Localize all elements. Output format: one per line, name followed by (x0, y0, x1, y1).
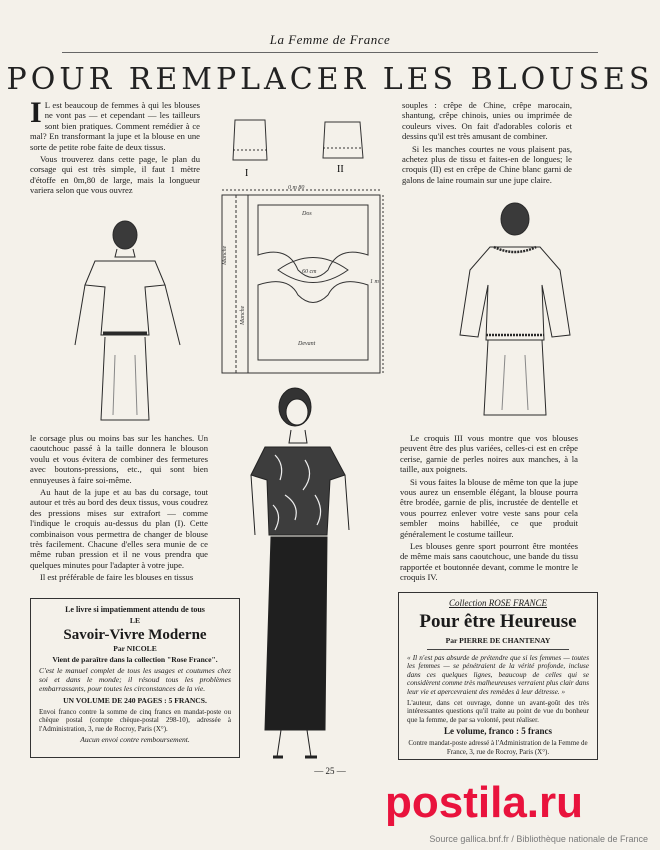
column-left-top (30, 96, 200, 198)
ad-collection: Collection ROSE FRANCE (449, 598, 547, 608)
paragraph: Le croquis III vous montre que vos blouses peuvent être des plus variées, celles-ci est en crêpe cerise, garnie de perles noires aux manches, à la taille, aux poignets. (400, 433, 578, 475)
ad-note: Aucun envoi contre remboursement. (80, 735, 190, 745)
paragraph: souples : crêpe de Chine, crêpe marocain, shantung, crêpe chinois, unies ou imprimée de couleurs vives. On fait d'adorables coloris et dessins qu'il est très amusant de combiner. (402, 100, 572, 142)
drop-cap: I (30, 96, 42, 129)
fashion-figure-left (45, 215, 205, 430)
advertisement-savoir-vivre (30, 598, 240, 758)
ad-price: Le volume, franco : 5 francs (444, 726, 552, 737)
page-title: POUR REMPLACER LES BLOUSES (6, 62, 654, 97)
ad-order: Envoi franco contre la somme de cinq francs en mandat-poste ou chèque postal (compte chèque-postal 298-10), adressée à l'Administration, 3, rue de Rocroy, Paris (X°). (39, 708, 231, 733)
fashion-figure-right (450, 195, 580, 420)
paragraph: Au haut de la jupe et au bas du corsage, tout autour et très au bord des deux tissus, vous coudrez des pressions mises sur extrafort — comme l'indique le croquis au-dessus du plan (I). Cette combinaison vous permettra de changer de blouse très facilement. Chacune d'elles sera munie de ce même ruban pression et il ne vous prendra que quelques minutes pour l'adapter à votre jupe. (30, 487, 208, 570)
ad-description: C'est le manuel complet de tous les usages et coutumes chez soi et dans le monde; il résoud tous les problèmes embarrassants, pour toutes les circonstances de la vie. (39, 666, 231, 693)
advertisement-pour-etre-heureuse (398, 592, 598, 760)
page-number: — 25 — (314, 766, 346, 776)
fashion-figure-center (245, 385, 365, 770)
pattern-label-60cm: 60 cm (302, 269, 317, 275)
divider (427, 649, 569, 650)
watermark: postila.ru (385, 778, 584, 827)
ad-price: UN VOLUME DE 240 PAGES : 5 FRANCS. (63, 696, 207, 705)
pattern-label-manche-1: Manche (222, 245, 228, 265)
ad-kicker: Le livre si impatiemment attendu de tous (65, 605, 205, 614)
paragraph: L est beaucoup de femmes à qui les blouses ne vont pas — et cependant — les tailleurs sont bien pratiques. Comment remédier à ce mal? En transformant la jupe et la blouse en une sorte de petite robe faite de deux tissus. (30, 100, 200, 152)
column-right-bottom (400, 433, 578, 585)
column-left-bottom (30, 433, 208, 585)
ad-article: LE (129, 616, 141, 625)
pattern-label-manche-2: Manche (240, 305, 246, 325)
ad-title: Pour être Heureuse (419, 611, 577, 632)
ad-author: Par PIERRE DE CHANTENAY (445, 636, 551, 645)
paragraph: Il est préférable de faire les blouses en tissus (40, 572, 194, 583)
pattern-label-1m: 1 m (370, 279, 379, 285)
paragraph: Les blouses genre sport pourront être montées de même mais sans caoutchouc, une bande du tissu rapportée et boutonnée devant, comme le montre le croquis IV. (400, 541, 578, 583)
detail-sketches (225, 110, 385, 180)
paragraph: le corsage plus ou moins bas sur les hanches. Un caoutchouc passé à la taille donnera le blouson voulu et vous évitera de combiner des fermetures avec boutons-pressions, etc., qui sont bien ennuyeuses à faire soi-même. (30, 433, 208, 485)
ad-subtitle: Vient de paraître dans la collection "Rose France". (52, 655, 218, 664)
masthead: La Femme de France (269, 32, 391, 47)
ad-description: L'auteur, dans cet ouvrage, donne un avant-goût des très intéressantes questions qu'il traite au point de vue du bonheur que la femme, de par sa volonté, peut réaliser. (407, 699, 589, 724)
source-credit: Source gallica.bnf.fr / Bibliothèque nationale de France (429, 834, 648, 844)
paragraph: Si vous faites la blouse de même ton que la jupe vous aurez un ensemble élégant, la blouse pourra être brodée, garnie de plis, incrustée de dentelle et vous pourrez enlever votre veste sans pour cela sembler moins habillée, ce que produit généralement le costume tailleur. (400, 476, 578, 539)
paragraph: Vous trouverez dans cette page, le plan du corsage qui est très simple, il faut 1 mètre d'étoffe en 0m,80 de large, mais la longueur variera selon que vous ouvrez (30, 154, 200, 196)
ad-author: Par NICOLE (113, 644, 157, 653)
pattern-label-devant: Devant (298, 341, 316, 347)
ad-title: Savoir-Vivre Moderne (63, 627, 207, 643)
masthead-rule (62, 52, 598, 53)
ad-order: Contre mandat-poste adressé à l'Administration de la Femme de France, 3, rue de Rocroy, Paris (X°). (408, 739, 588, 756)
sewing-pattern-plan (218, 185, 388, 385)
sketch-label-i: I (245, 168, 249, 179)
sketch-label-ii: II (337, 164, 344, 175)
pattern-label-dos: Dos (302, 211, 312, 217)
ad-quote: « Il n'est pas absurde de prétendre que si les femmes — toutes les femmes — se pénétraient de la vérité profonde, incluse dans ces quelques lignes, beaucoup de celles qui se considèrent comme très malheureuses verraient plus clair dans leur vie et apercevraient des remèdes à leur détresse. » (407, 654, 589, 696)
column-right-top (402, 100, 572, 187)
paragraph: Si les manches courtes ne vous plaisent pas, achetez plus de tissu et faites-en de longues; le croquis (II) est en crêpe de Chine blanc garni de galons de laine roumain sur une jupe claire. (402, 143, 572, 185)
pattern-label-80: 0 m 80 (288, 185, 305, 191)
